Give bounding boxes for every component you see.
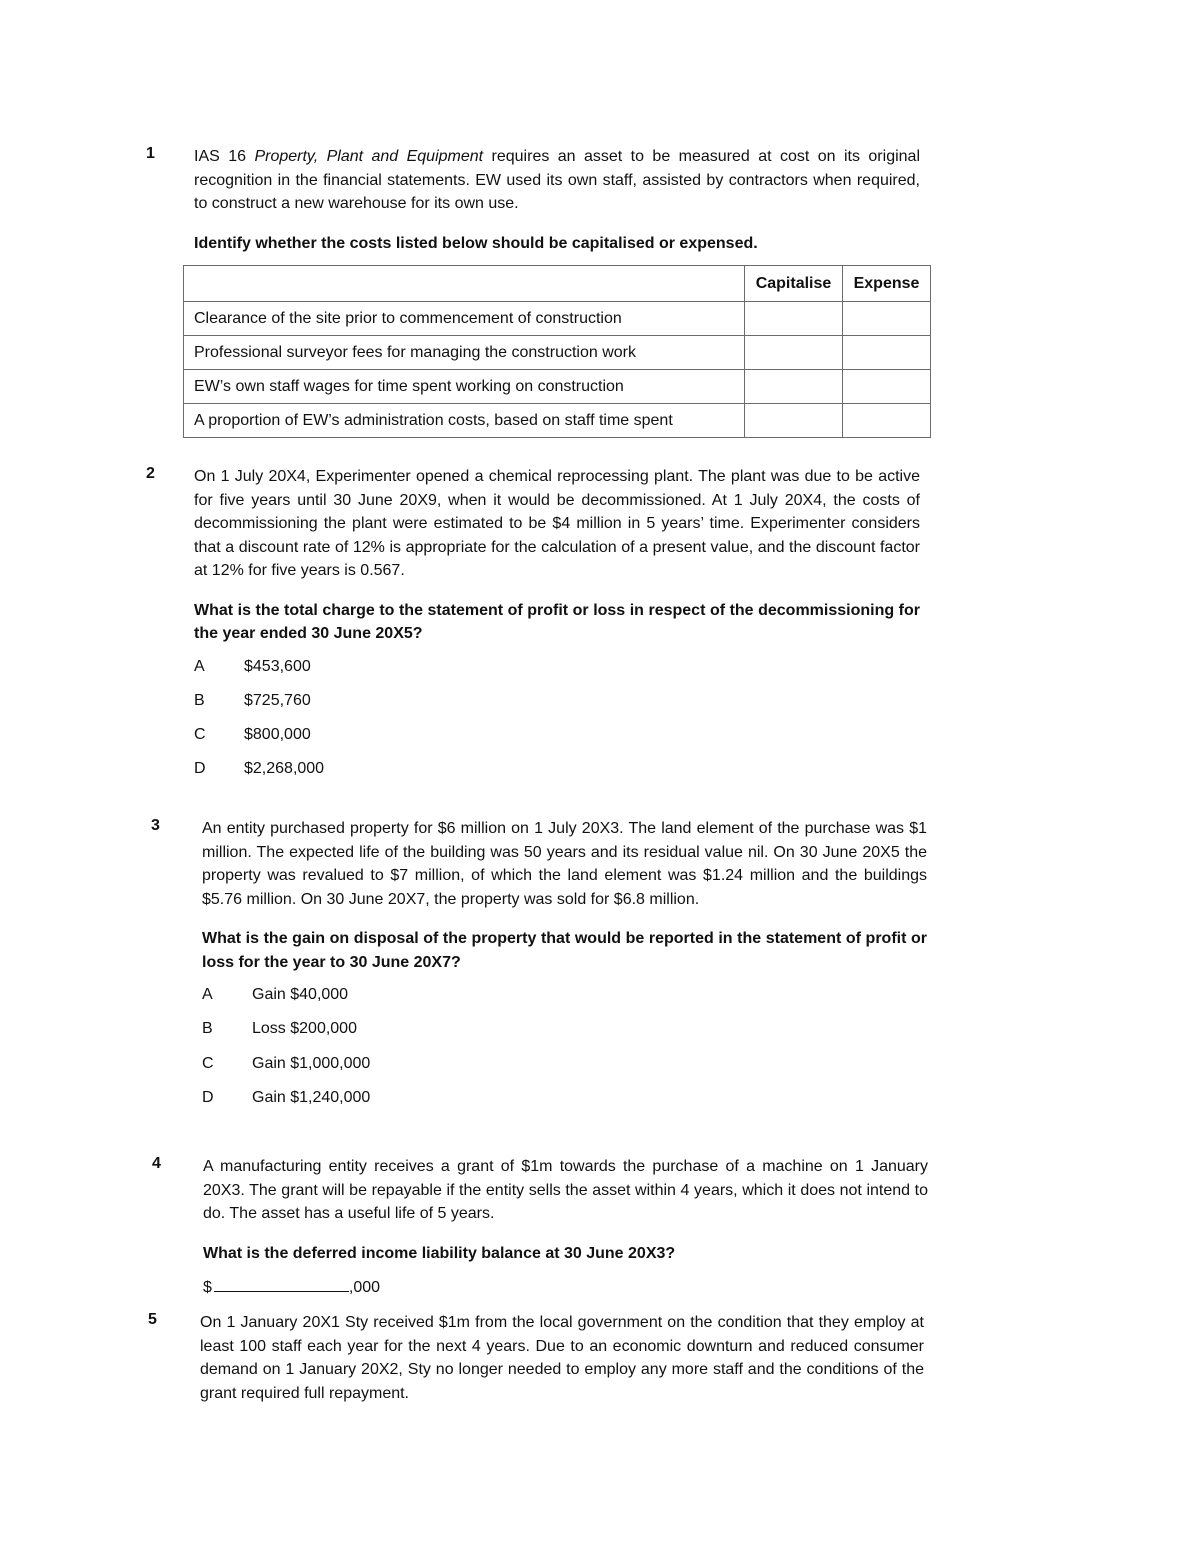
question-number: 3: [151, 817, 160, 834]
question-text: On 1 July 20X4, Experimenter opened a chemical reprocessing plant. The plant was due to be active for five years until 30 June 20X9, when it would be decommissioned. At 1 July 20X4, the costs of decommissioning the plant were estimated to be $4 million in 5 years’ time. Experimenter considers that a discount rate of 12% is appropriate for the calculation of a present value, and the discount factor at 12% for five years is 0.567.: [194, 468, 920, 579]
option-text: Gain $40,000: [252, 986, 349, 1003]
answer-prefix: $: [203, 1279, 212, 1296]
question-body: [203, 1155, 928, 1297]
option-text: Gain $1,240,000: [252, 1088, 371, 1106]
option-text: Gain $1,000,000: [252, 1054, 371, 1072]
intro-text: IAS 16: [194, 148, 255, 165]
question-number: 1: [146, 145, 155, 162]
table-header-blank: [184, 266, 745, 302]
cost-item: EW’s own staff wages for time spent working on construction: [184, 370, 745, 404]
option-letter: C: [194, 726, 206, 744]
cost-item: Professional surveyor fees for managing the construction work: [184, 336, 745, 370]
cost-classification-table: [183, 265, 931, 438]
question-body: [194, 145, 920, 255]
question-body: [200, 1311, 924, 1405]
question-number: 4: [152, 1155, 161, 1172]
table-row: [184, 336, 931, 370]
option-letter: D: [194, 760, 206, 778]
expense-cell[interactable]: [843, 302, 931, 336]
answer-options: [194, 658, 920, 795]
option-d[interactable]: [194, 760, 920, 794]
option-letter: A: [194, 657, 205, 675]
standard-title: Property, Plant and Equipment: [254, 148, 484, 165]
table-row: [184, 370, 931, 404]
expense-cell[interactable]: [843, 404, 931, 438]
question-prompt: What is the deferred income liability balance at 30 June 20X3?: [203, 1244, 676, 1262]
option-text: Loss $200,000: [252, 1020, 357, 1038]
capitalise-cell[interactable]: [745, 302, 843, 336]
answer-line: [203, 1277, 928, 1297]
table-header-expense: Expense: [843, 266, 931, 302]
question-text: [194, 145, 920, 216]
option-a[interactable]: [194, 658, 920, 692]
expense-cell[interactable]: [843, 370, 931, 404]
table-row: [184, 302, 931, 336]
answer-blank[interactable]: [214, 1277, 349, 1292]
expense-cell[interactable]: [843, 336, 931, 370]
option-text: $453,600: [244, 657, 311, 675]
capitalise-cell[interactable]: [745, 336, 843, 370]
question-instruction: Identify whether the costs listed below should be capitalised or expensed.: [194, 234, 758, 252]
intro-text-rest: requires an asset to be measured at cost on its original recognition in the financial statements. EW used its own staff, assisted by contractors when required, to construct a new warehouse for its own use.: [194, 148, 920, 212]
option-c[interactable]: [194, 726, 920, 760]
question-text: On 1 January 20X1 Sty received $1m from the local government on the condition that they employ at least 100 staff each year for the next 4 years. Due to an economic downturn and reduced consumer demand on 1 January 20X2, Sty no longer needed to employ any more staff and the conditions of the grant required full repayment.: [200, 1314, 924, 1402]
question-prompt: What is the gain on disposal of the property that would be reported in the statement of profit or loss for the year to 30 June 20X7?: [202, 930, 927, 971]
option-letter: C: [202, 1054, 214, 1072]
question-text: A manufacturing entity receives a grant of $1m towards the purchase of a machine on 1 January 20X3. The grant will be repayable if the entity sells the asset within 4 years, which it does not intend to do. The asset has a useful life of 5 years.: [203, 1158, 928, 1222]
option-letter: B: [194, 691, 205, 709]
option-text: $2,268,000: [244, 760, 325, 778]
table-header-capitalise: Capitalise: [745, 266, 843, 302]
option-c[interactable]: [202, 1055, 927, 1089]
capitalise-cell[interactable]: [745, 370, 843, 404]
capitalise-cell[interactable]: [745, 404, 843, 438]
option-a[interactable]: [202, 986, 927, 1020]
answer-options: [202, 986, 927, 1123]
option-letter: D: [202, 1088, 214, 1106]
answer-suffix: ,000: [348, 1279, 381, 1296]
table-header-row: [184, 266, 931, 302]
option-d[interactable]: [202, 1089, 927, 1123]
option-b[interactable]: [202, 1020, 927, 1054]
question-text: An entity purchased property for $6 million on 1 July 20X3. The land element of the purchase was $1 million. The expected life of the building was 50 years and its residual value nil. On 30 June 20X5 the property was revalued to $7 million, of which the land element was $1.24 million and the buildings $5.76 million. On 30 June 20X7, the property was sold for $6.8 million.: [202, 820, 927, 908]
question-number: 2: [146, 465, 155, 482]
option-text: $725,760: [244, 691, 311, 709]
option-b[interactable]: [194, 692, 920, 726]
cost-item: A proportion of EW’s administration costs, based on staff time spent: [184, 404, 745, 438]
table-row: [184, 404, 931, 438]
question-prompt: What is the total charge to the statement of profit or loss in respect of the decommissioning for the year ended 30 June 20X5?: [194, 601, 920, 642]
option-letter: B: [202, 1020, 213, 1038]
option-letter: A: [202, 986, 213, 1003]
option-text: $800,000: [244, 726, 311, 744]
cost-item: Clearance of the site prior to commencement of construction: [184, 302, 745, 336]
question-body: [194, 465, 920, 795]
question-body: [202, 817, 927, 1123]
question-number: 5: [148, 1311, 157, 1328]
